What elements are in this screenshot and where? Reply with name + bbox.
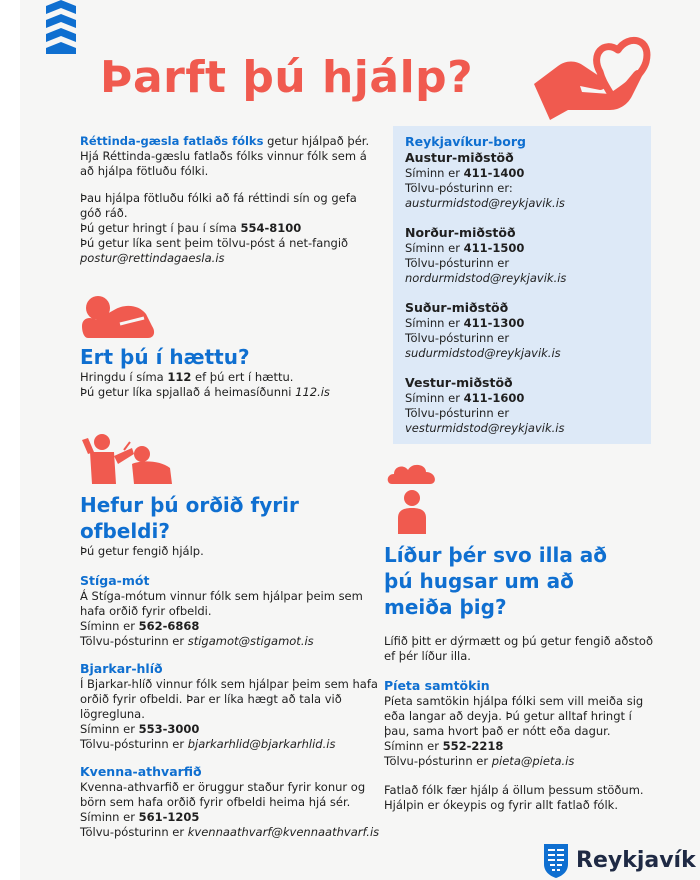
pieta-email[interactable]: pieta@pieta.is (491, 754, 575, 768)
emergency-number[interactable]: 112 (167, 370, 192, 384)
bjarkarhlid-phone-prefix: Síminn er (80, 722, 139, 736)
kvennaathvarf-email[interactable]: kvennaathvarf@kvennaathvarf.is (187, 825, 380, 839)
center-phone[interactable]: 411-1300 (463, 316, 525, 330)
pieta-name: Píeta samtökin (384, 678, 490, 693)
danger-section (80, 344, 370, 400)
poster (20, 0, 700, 880)
center-email-label: Tölvu-pósturinn er (405, 331, 510, 345)
center-name: Vestur-miðstöð (405, 375, 513, 390)
center-email-label: Tölvu-pósturinn er (405, 256, 510, 270)
emergency-site-link[interactable]: 112.is (295, 385, 330, 399)
kvennaathvarf-desc: Kvenna-athvarfið er öruggur staður fyrir konur og börn sem hafa orðið fyrir ofbeldi heima hjá sér. (80, 780, 366, 809)
reykjavik-shield-icon (542, 844, 570, 878)
danger-heading: Ert þú í hættu? (80, 345, 250, 369)
violence-heading: Hefur þú orðið fyrir ofbeldi? (80, 493, 299, 543)
stigamot-phone[interactable]: 562-6868 (138, 619, 200, 633)
center-name: Norður-miðstöð (405, 225, 516, 240)
center-email[interactable]: nordurmidstod@reykjavik.is (405, 271, 567, 285)
footer-line2: Hjálpin er ókeypis og fyrir allt fatlað fólk. (384, 798, 618, 812)
violence-sub: Þú getur fengið hjálp. (80, 544, 204, 558)
center-email-label: Tölvu-pósturinn er: (405, 181, 513, 195)
center-name: Austur-miðstöð (405, 150, 514, 165)
reykjavik-logo-text: Reykjavík (576, 848, 696, 873)
rettindagaesla-intro-rest: getur hjálpað þér. (263, 134, 370, 148)
rettindagaesla-intro-line2: Hjá Réttinda-gæslu fatlaðs fólks vinnur fólk sem á að hjálpa fötluðu fólki. (80, 149, 367, 178)
kvennaathvarf-phone-prefix: Síminn er (80, 810, 139, 824)
stigamot-name: Stíga-mót (80, 573, 150, 588)
bjarkarhlid-email[interactable]: bjarkarhlid@bjarkarhlid.is (187, 737, 336, 751)
stigamot-phone-prefix: Síminn er (80, 619, 139, 633)
selfharm-heading: Líður þér svo illa að þú hugsar um að meiða þig? (384, 543, 608, 619)
center-email[interactable]: vesturmidstod@reykjavik.is (405, 421, 565, 435)
center-name: Suður-miðstöð (405, 300, 509, 315)
center-phone-prefix: Síminn er (405, 166, 464, 180)
assault-figures-icon (80, 432, 176, 484)
stigamot-desc: Á Stíga-mótum vinnur fólk sem hjálpar þeim sem hafa orðið fyrir ofbeldi. (80, 589, 363, 618)
center-phone-prefix: Síminn er (405, 391, 464, 405)
rettindagaesla-section (80, 134, 370, 266)
center-email[interactable]: austurmidstod@reykjavik.is (405, 196, 565, 210)
selfharm-intro: Lífið þitt er dýrmætt og þú getur fengið aðstoð ef þér líður illa. (384, 634, 654, 663)
corner-waves-icon (46, 0, 76, 54)
rettindagaesla-email[interactable]: postur@rettindagaesla.is (80, 251, 225, 265)
bjarkarhlid-desc: Í Bjarkar-hlíð vinnur fólk sem hjálpar þeim sem hafa orðið fyrir ofbeldi. Þar er líka hægt að tala við lögregluna. (80, 677, 378, 721)
danger-line1-prefix: Hringdu í síma (80, 370, 168, 384)
bjarkarhlid-name: Bjarkar-hlíð (80, 661, 163, 676)
danger-line2-prefix: Þú getur líka spjallað á heimasíðunni (80, 385, 296, 399)
reykjavik-heading: Reykjavíkur-borg (405, 134, 526, 149)
sad-cloud-person-icon (384, 462, 440, 534)
rettindagaesla-org: Réttinda-gæsla fatlaðs fólks (80, 134, 264, 148)
rettindagaesla-email-prefix: Þú getur líka sent þeim tölvu-póst á net-fangið (80, 236, 349, 250)
footer-line1: Fatlað fólk fær hjálp á öllum þessum stöðum. (384, 783, 644, 797)
rettindagaesla-phone-prefix: Þú getur hringt í þau í síma (80, 221, 241, 235)
center-phone-prefix: Síminn er (405, 316, 464, 330)
center-email[interactable]: sudurmidstod@reykjavik.is (405, 346, 561, 360)
pieta-phone-prefix: Síminn er (384, 739, 443, 753)
pieta-desc: Píeta samtökin hjálpa fólki sem vill meiða sig eða langar að deyja. Þú getur alltaf hringt í þau, sama hvort það er nótt eða dagur. (384, 694, 644, 738)
bjarkarhlid-email-prefix: Tölvu-pósturinn er (80, 737, 188, 751)
rettindagaesla-phone[interactable]: 554-8100 (240, 221, 302, 235)
rettindagaesla-help-text: Þau hjálpa fötluðu fólki að fá réttindi sín og gefa góð ráð. (80, 191, 357, 220)
pieta-email-prefix: Tölvu-pósturinn er (384, 754, 492, 768)
kvennaathvarf-phone[interactable]: 561-1205 (138, 810, 200, 824)
stigamot-email-prefix: Tölvu-pósturinn er (80, 634, 188, 648)
center-phone[interactable]: 411-1600 (463, 391, 525, 405)
hand-heart-icon (528, 28, 668, 120)
pieta-phone[interactable]: 552-2218 (442, 739, 504, 753)
kvennaathvarf-email-prefix: Tölvu-pósturinn er (80, 825, 188, 839)
bjarkarhlid-phone[interactable]: 553-3000 (138, 722, 200, 736)
danger-line1-suffix: ef þú ert í hættu. (191, 370, 294, 384)
violence-section (80, 492, 380, 840)
kvennaathvarf-name: Kvenna-athvarfið (80, 764, 202, 779)
center-phone[interactable]: 411-1500 (463, 241, 525, 255)
center-email-label: Tölvu-pósturinn er (405, 406, 510, 420)
reykjavik-panel (393, 126, 651, 444)
selfharm-section (384, 542, 654, 813)
center-phone-prefix: Síminn er (405, 241, 464, 255)
stigamot-email[interactable]: stigamot@stigamot.is (187, 634, 314, 648)
page-title: Þarft þú hjálp? (100, 52, 474, 103)
kneeling-person-icon (80, 288, 160, 340)
center-phone[interactable]: 411-1400 (463, 166, 525, 180)
